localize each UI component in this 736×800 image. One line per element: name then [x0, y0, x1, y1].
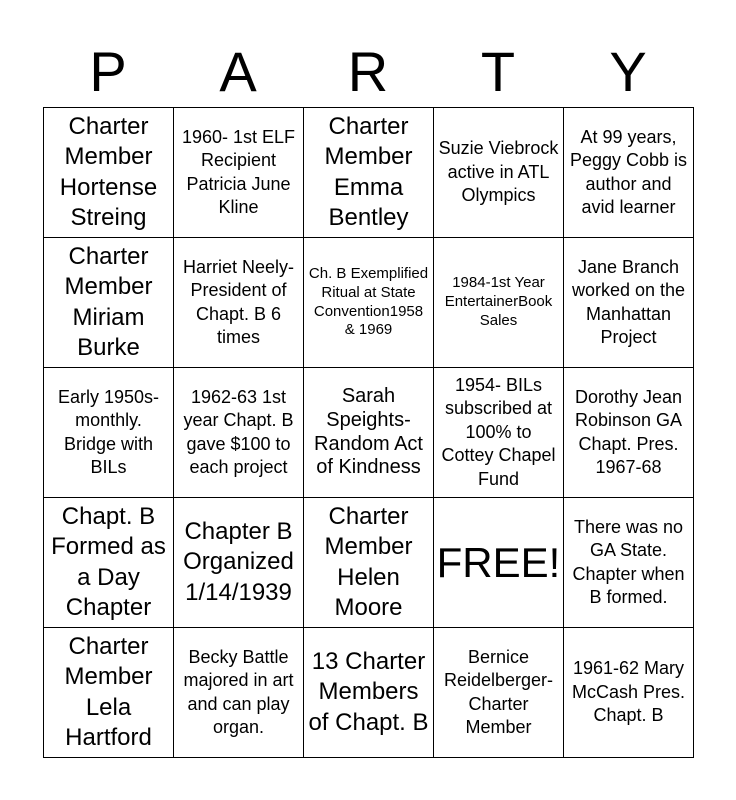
bingo-cell[interactable]: Charter Member Hortense Streing	[44, 108, 174, 238]
bingo-cell[interactable]: Dorothy Jean Robinson GA Chapt. Pres. 1967-68	[564, 368, 694, 498]
bingo-cell[interactable]: 1960- 1st ELF Recipient Patricia June Kline	[174, 108, 304, 238]
bingo-cell[interactable]: 13 Charter Members of Chapt. B	[304, 628, 434, 758]
header-letter-p: P	[89, 40, 127, 103]
bingo-cell[interactable]: Bernice Reidelberger- Charter Member	[434, 628, 564, 758]
bingo-grid	[43, 107, 694, 758]
bingo-cell[interactable]: 1954- BILs subscribed at 100% to Cottey Chapel Fund	[434, 368, 564, 498]
bingo-cell[interactable]: Charter Member Miriam Burke	[44, 238, 174, 368]
bingo-cell[interactable]: 1984-1st Year EntertainerBook Sales	[434, 238, 564, 368]
bingo-cell[interactable]: Suzie Viebrock active in ATL Olympics	[434, 108, 564, 238]
header-letter-a: A	[219, 40, 257, 103]
bingo-cell[interactable]: Ch. B Exemplified Ritual at State Convention1958 & 1969	[304, 238, 434, 368]
bingo-cell[interactable]: 1961-62 Mary McCash Pres. Chapt. B	[564, 628, 694, 758]
bingo-free-cell[interactable]: FREE!	[434, 498, 564, 628]
bingo-cell[interactable]: There was no GA State. Chapter when B formed.	[564, 498, 694, 628]
bingo-cell[interactable]: Charter Member Lela Hartford	[44, 628, 174, 758]
bingo-cell[interactable]: Jane Branch worked on the Manhattan Project	[564, 238, 694, 368]
bingo-cell[interactable]: Harriet Neely- President of Chapt. B 6 times	[174, 238, 304, 368]
bingo-cell[interactable]: Early 1950s- monthly. Bridge with BILs	[44, 368, 174, 498]
bingo-cell[interactable]: 1962-63 1st year Chapt. B gave $100 to each project	[174, 368, 304, 498]
header-letter-r: R	[347, 40, 389, 103]
header-letter-y: Y	[609, 40, 647, 103]
bingo-cell[interactable]: Chapter B Organized 1/14/1939	[174, 498, 304, 628]
bingo-cell[interactable]: Charter Member Helen Moore	[304, 498, 434, 628]
bingo-cell[interactable]: Chapt. B Formed as a Day Chapter	[44, 498, 174, 628]
bingo-cell[interactable]: At 99 years, Peggy Cobb is author and avid learner	[564, 108, 694, 238]
bingo-cell[interactable]: Charter Member Emma Bentley	[304, 108, 434, 238]
header-letter-t: T	[480, 40, 516, 103]
bingo-header	[43, 36, 693, 108]
bingo-cell[interactable]: Sarah Speights- Random Act of Kindness	[304, 368, 434, 498]
bingo-cell[interactable]: Becky Battle majored in art and can play organ.	[174, 628, 304, 758]
